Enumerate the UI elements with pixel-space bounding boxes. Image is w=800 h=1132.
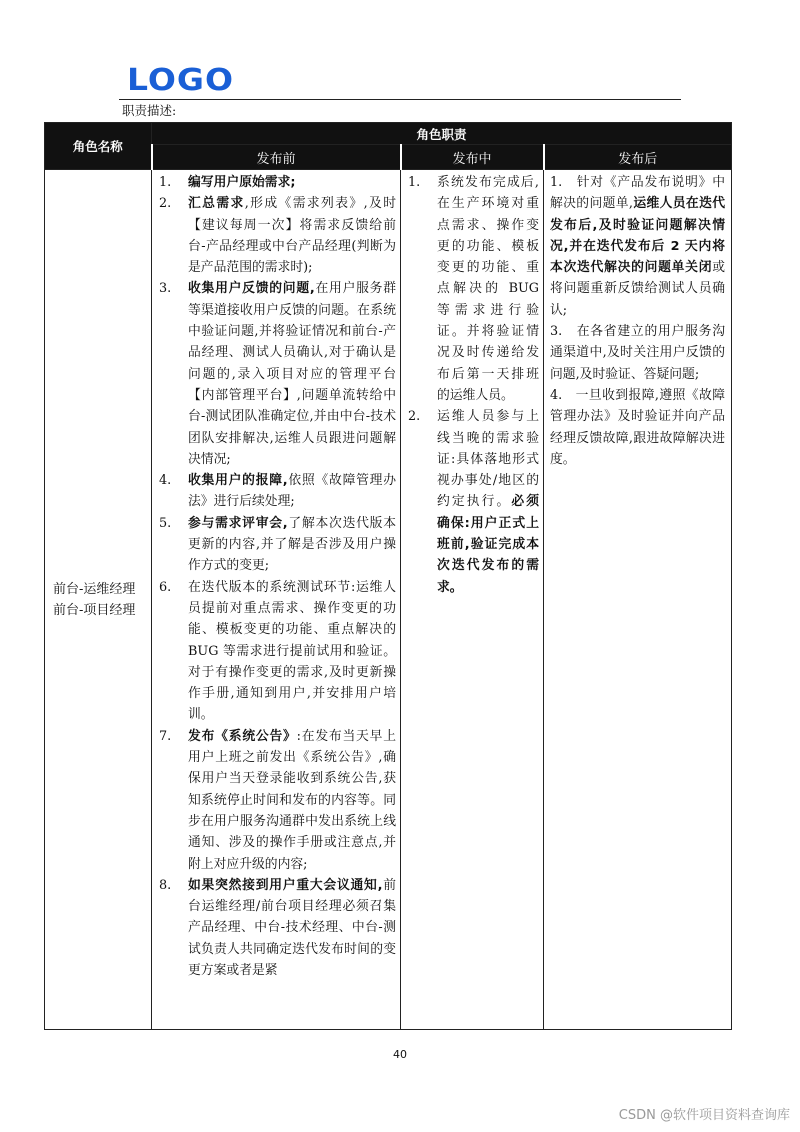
header-phase-before: 发布前 <box>152 145 401 170</box>
item-bold-text: 编写用户原始需求; <box>188 175 296 190</box>
before-item <box>152 875 396 981</box>
item-number: 5. <box>159 515 172 531</box>
item-text: 运维人员参与上线当晚的需求验证:具体落地形式视办事处/地区的约定执行。 <box>437 409 539 510</box>
during-item <box>401 172 539 406</box>
after-cell <box>544 170 732 1030</box>
after-list <box>544 170 731 470</box>
before-item <box>152 577 396 726</box>
before-item <box>152 513 396 577</box>
header-role-duty: 角色职责 <box>152 123 732 145</box>
item-number: 6. <box>159 579 172 595</box>
after-item <box>550 385 725 470</box>
item-bold-text: 收集用户反馈的问题, <box>188 281 315 297</box>
item-text: 前台运维经理/前台项目经理必须召集产品经理、中台-技术经理、中台-测试负责人共同确定迭代发布时间的变更方案或者是紧 <box>188 877 396 978</box>
role-line-ops-manager: 前台-运维经理 <box>53 581 136 597</box>
item-text: :在发布当天早上用户上班之前发出《系统公告》,确保用户当天登录能收到系统公告,获知系统停止时间和发布的内容等。同步在用户服务沟通群中发出系统上线通知、涉及的操作手册或注意点,并附上对应升级的内容; <box>188 728 397 872</box>
before-item <box>152 172 396 193</box>
item-text: 依照《故障管理办法》进行后续处理; <box>188 473 396 510</box>
item-number: 1. <box>550 175 563 190</box>
role-duty-table <box>44 122 732 1030</box>
item-number: 4. <box>159 473 172 489</box>
role-line-project-manager: 前台-项目经理 <box>53 602 136 618</box>
item-bold-text: 汇总需求 <box>188 196 245 212</box>
item-number: 3. <box>159 281 172 297</box>
item-number: 8. <box>159 877 172 893</box>
item-text: ,形成《需求列表》,及时【建议每周一次】将需求反馈给前台-产品经理或中台产品经理(判断为是产品范围的需求时); <box>188 196 397 276</box>
item-text: 一旦收到报障,遵照《故障管理办法》及时验证并向产品经理反馈故障,跟进故障解决进度。 <box>550 387 726 467</box>
before-cell <box>152 170 401 1030</box>
item-number: 3. <box>550 324 563 340</box>
after-item <box>550 172 725 321</box>
item-number: 4. <box>550 387 563 403</box>
watermark: CSDN @软件项目资料查询库 <box>618 1108 790 1123</box>
item-bold-text: 如果突然接到用户重大会议通知, <box>188 877 383 893</box>
item-number: 2. <box>408 409 421 425</box>
role-cell <box>45 170 152 1030</box>
item-text: 在各省建立的用户服务沟通渠道中,及时关注用户反馈的问题,及时验证、答疑问题; <box>550 324 726 382</box>
header-rule <box>119 99 681 100</box>
item-bold-text: 发布《系统公告》 <box>188 728 297 744</box>
item-bold-text: 运维人员在迭代发布后,及时验证问题解决情况,并在迭代发布后 2 天内将本次迭代解决的问题单关闭 <box>550 196 726 276</box>
before-item <box>152 278 396 470</box>
during-item <box>401 406 539 598</box>
after-item <box>550 321 725 385</box>
during-cell <box>401 170 544 1030</box>
description-label: 职责描述: <box>122 103 177 118</box>
item-bold-text: 参与需求评审会, <box>188 515 288 531</box>
item-text: 了解本次迭代版本更新的内容,并了解是否涉及用户操作方式的变更; <box>188 515 396 574</box>
item-bold-text: 必须确保:用户正式上班前,验证完成本次迭代发布的需求。 <box>437 494 540 595</box>
header-phase-after: 发布后 <box>544 145 732 170</box>
item-text: 在迭代版本的系统测试环节:运维人员提前对重点需求、操作变更的功能、模板变更的功能、重点解决的 BUG 等需求进行提前试用和验证。对于有操作变更的需求,及时更新操作手册,通知到用户,并安排用户培训。 <box>188 579 396 723</box>
item-number: 7. <box>159 728 172 744</box>
item-number: 2. <box>159 196 172 212</box>
item-number: 1. <box>159 175 172 190</box>
item-text: 系统发布完成后,在生产环境对重点需求、操作变更的功能、模板变更的功能、重点解决的 BUG 等需求进行验证。并将验证情况及时传递给发布后第一天排班的运维人员。 <box>437 175 539 403</box>
header-phase-during: 发布中 <box>401 145 544 170</box>
item-text-tail: 或将问题重新反馈给测试人员确认; <box>550 260 726 318</box>
header-role-name: 角色名称 <box>45 123 152 170</box>
before-item <box>152 470 396 513</box>
item-text: 在用户服务群等渠道接收用户反馈的问题。在系统中验证问题,并将验证情况和前台-产品经理、测试人员确认,对于确认是问题的,录入项目对应的管理平台【内部管理平台】,问题单流转给中台-测试团队准确定位,并由中台-技术团队安排解决,运维人员跟进问题解决情况; <box>188 281 397 467</box>
company-logo: LOGO <box>127 61 235 98</box>
item-bold-text: 收集用户的报障, <box>188 473 288 489</box>
item-number: 1. <box>408 175 421 190</box>
before-list <box>152 170 400 981</box>
item-text: 针对《产品发布说明》中解决的问题单, <box>550 175 726 212</box>
page-number: 40 <box>393 1048 407 1061</box>
before-item <box>152 726 396 875</box>
before-item <box>152 193 396 278</box>
during-list <box>401 170 543 598</box>
